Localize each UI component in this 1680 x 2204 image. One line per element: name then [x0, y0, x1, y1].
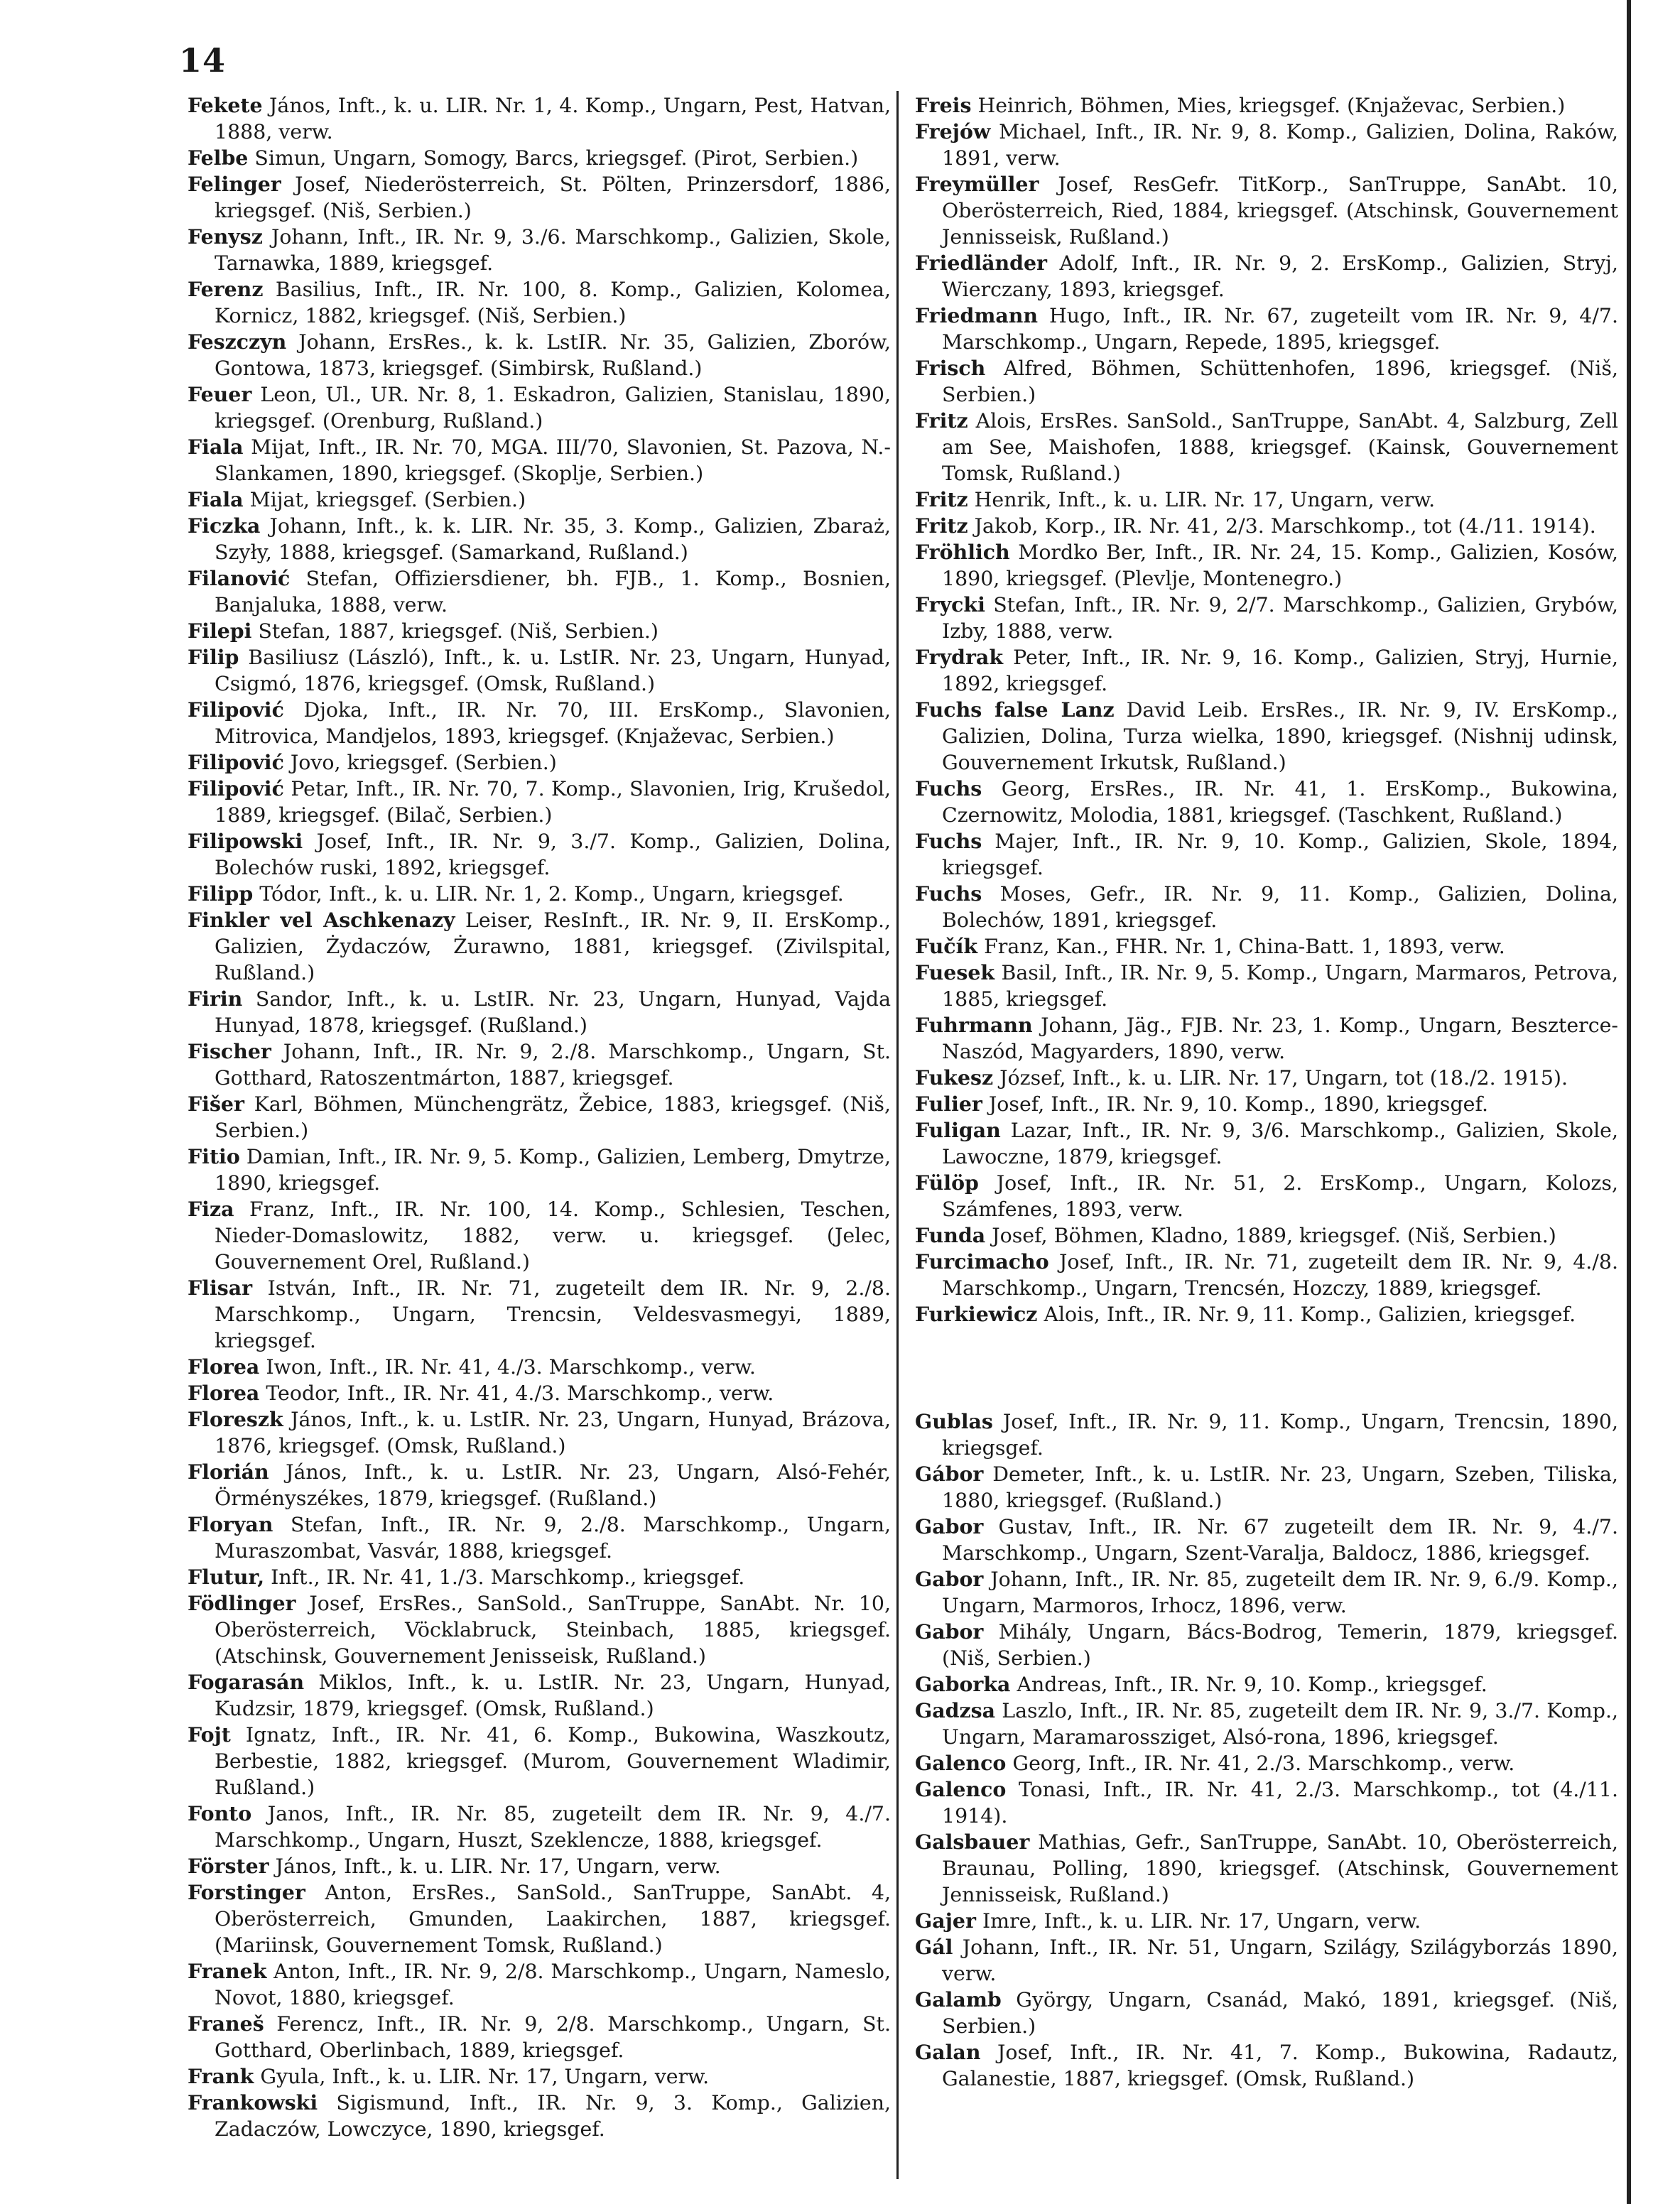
entry-details: Imre, Inft., k. u. LIR. Nr. 17, Ungarn, verw. — [982, 1909, 1421, 1933]
entry-surname: Filanović — [188, 566, 291, 590]
entry-details: Georg, ErsRes., IR. Nr. 41, 1. ErsKomp., Bukowina, Czernowitz, Molodia, 1881, kriegsgef. (Taschkent, Rußland.) — [942, 777, 1618, 827]
entry-details: Johann, Inft., IR. Nr. 85, zugeteilt dem IR. Nr. 9, 6./9. Komp., Ungarn, Marmoros, Irhocz, 1896, verw. — [942, 1568, 1618, 1617]
entry-details: Johann, Inft., k. k. LIR. Nr. 35, 3. Komp., Galizien, Zbaraż, Szyły, 1888, kriegsgef. (Samarkand, Rußland.) — [215, 514, 891, 564]
entry-details: Josef, Böhmen, Kladno, 1889, kriegsgef. (Niš, Serbien.) — [992, 1224, 1556, 1247]
entry-details: Anton, ErsRes., SanSold., SanTruppe, SanAbt. 4, Oberösterreich, Gmunden, Laakirchen, 1887, kriegsgef. (Mariinsk, Gouvernement Tomsk, Rußland.) — [215, 1881, 892, 1957]
register-entry — [915, 2039, 1618, 2092]
entry-surname: Fülöp — [915, 1171, 979, 1195]
register-entry — [188, 1091, 891, 1144]
entry-surname: Galsbauer — [915, 1830, 1030, 1854]
entry-surname: Fritz — [915, 487, 968, 511]
entry-surname: Fučík — [915, 934, 978, 958]
register-entry — [915, 1065, 1618, 1091]
register-entry — [915, 487, 1618, 513]
register-entry — [188, 1511, 891, 1564]
register-entry — [188, 907, 891, 986]
entry-surname: Frankowski — [188, 2090, 318, 2115]
entry-surname: Frejów — [915, 119, 991, 143]
register-entry — [915, 1671, 1618, 1698]
entry-surname: Feszczyn — [188, 330, 287, 354]
entry-surname: Felbe — [188, 146, 249, 170]
entry-surname: Gabor — [915, 1619, 984, 1644]
register-entry — [915, 1012, 1618, 1065]
register-entry — [915, 1301, 1618, 1328]
entry-details: Mordko Ber, Inft., IR. Nr. 24, 15. Komp., Galizien, Kosów, 1890, kriegsgef. (Plevlje, Montenegro.) — [942, 541, 1618, 590]
register-entry — [915, 303, 1618, 355]
entry-details: Mihály, Ungarn, Bács-Bodrog, Temerin, 1879, kriegsgef. (Niš, Serbien.) — [942, 1620, 1618, 1670]
entry-details: Damian, Inft., IR. Nr. 9, 5. Komp., Galizien, Lemberg, Dmytrze, 1890, kriegsgef. — [215, 1145, 891, 1195]
entry-details: Leon, Ul., UR. Nr. 8, 1. Eskadron, Galizien, Stanislau, 1890, kriegsgef. (Orenburg, Rußland.) — [215, 383, 891, 433]
register-entry — [188, 1722, 891, 1801]
entry-surname: Frycki — [915, 592, 985, 617]
entry-details: Johann, Inft., IR. Nr. 51, Ungarn, Szilágy, Szilágyborzás 1890, verw. — [942, 1936, 1619, 1985]
entry-surname: Fuchs — [915, 776, 982, 800]
entry-details: Anton, Inft., IR. Nr. 9, 2/8. Marschkomp., Ungarn, Nameslo, Novot, 1880, kriegsgef. — [215, 1960, 891, 2009]
entry-details: Laszlo, Inft., IR. Nr. 85, zugeteilt dem IR. Nr. 9, 3./7. Komp., Ungarn, Maramarossziget, Alsó-rona, 1896, kriegsgef. — [942, 1699, 1618, 1749]
right-column — [915, 92, 1618, 2092]
entry-surname: Franek — [188, 1959, 267, 1983]
entry-details: Gustav, Inft., IR. Nr. 67 zugeteilt dem IR. Nr. 9, 4./7. Marschkomp., Ungarn, Szent-Varalja, Baldocz, 1886, kriegsgef. — [942, 1515, 1618, 1565]
left-column — [188, 92, 891, 2142]
entry-surname: Freymüller — [915, 172, 1039, 196]
register-entry — [915, 1566, 1618, 1619]
entry-details: Josef, Inft., IR. Nr. 9, 3./7. Komp., Galizien, Dolina, Bolechów ruski, 1892, kriegsgef. — [215, 830, 891, 879]
entry-surname: Fulier — [915, 1092, 982, 1116]
entry-surname: Fiala — [188, 435, 244, 459]
entry-surname: Friedmann — [915, 303, 1039, 327]
entry-surname: Filipović — [188, 750, 284, 774]
entry-details: Hugo, Inft., IR. Nr. 67, zugeteilt vom IR. Nr. 9, 4/7. Marschkomp., Ungarn, Repede, 1895, kriegsgef. — [942, 304, 1618, 354]
entry-details: Demeter, Inft., k. u. LstIR. Nr. 23, Ungarn, Szeben, Tiliska, 1880, kriegsgef. (Rußland.) — [942, 1462, 1618, 1512]
register-entry — [915, 1461, 1618, 1514]
register-entry — [188, 92, 891, 145]
register-entry — [915, 1776, 1618, 1829]
register-entry — [915, 644, 1618, 697]
entry-surname: Finkler vel Aschkenazy — [188, 908, 455, 932]
entry-details: Stefan, Inft., IR. Nr. 9, 2./8. Marschkomp., Ungarn, Muraszombat, Vasvár, 1888, kriegsgef. — [215, 1513, 891, 1563]
entry-details: Sigismund, Inft., IR. Nr. 9, 3. Komp., Galizien, Zadaczów, Lowczyce, 1890, kriegsgef. — [215, 2091, 892, 2141]
entry-surname: Gál — [915, 1935, 953, 1959]
entry-surname: Florián — [188, 1460, 269, 1484]
register-entry — [188, 1459, 891, 1511]
entry-details: Mathias, Gefr., SanTruppe, SanAbt. 10, Oberösterreich, Braunau, Polling, 1890, kriegsgef. (Atschinsk, Gouvernement Jennisseisk, Rußland.) — [942, 1830, 1618, 1906]
entry-surname: Filipowski — [188, 829, 303, 853]
register-entry — [188, 644, 891, 697]
entry-surname: Filipp — [188, 881, 254, 906]
register-entry — [188, 1958, 891, 2011]
entry-details: Alfred, Böhmen, Schüttenhofen, 1896, kriegsgef. (Niš, Serbien.) — [942, 357, 1618, 406]
entry-details: Josef, ErsRes., SanSold., SanTruppe, SanAbt. Nr. 10, Oberösterreich, Vöcklabruck, Steinbach, 1885, kriegsgef. (Atschinsk, Gouvernement Jenisseisk, Rußland.) — [215, 1592, 891, 1668]
entry-surname: Fenysz — [188, 224, 263, 249]
register-entry — [188, 1354, 891, 1380]
entry-surname: Fiala — [188, 487, 244, 511]
entry-details: Basilius, Inft., IR. Nr. 100, 8. Komp., Galizien, Kolomea, Kornicz, 1882, kriegsgef. (Niš, Serbien.) — [215, 278, 892, 327]
entry-details: Georg, Inft., IR. Nr. 41, 2./3. Marschkomp., verw. — [1012, 1752, 1515, 1775]
entry-details: Michael, Inft., IR. Nr. 9, 8. Komp., Galizien, Dolina, Raków, 1891, verw. — [942, 120, 1618, 170]
register-entry — [188, 749, 891, 776]
entry-surname: Floreszk — [188, 1407, 283, 1431]
register-entry — [188, 1380, 891, 1406]
entry-surname: Feuer — [188, 382, 252, 406]
entry-details: Djoka, Inft., IR. Nr. 70, III. ErsKomp., Slavonien, Mitrovica, Mandjelos, 1893, kriegsgef. (Knjaževac, Serbien.) — [215, 698, 891, 748]
entry-details: Josef, Inft., IR. Nr. 41, 7. Komp., Bukowina, Radautz, Galanestie, 1887, kriegsgef. (Omsk, Rußland.) — [942, 2041, 1618, 2090]
entry-details: Josef, Niederösterreich, St. Pölten, Prinzersdorf, 1886, kriegsgef. (Niš, Serbien.) — [215, 173, 891, 222]
page-edge-rule — [1627, 0, 1659, 2204]
entry-details: Moses, Gefr., IR. Nr. 9, 11. Komp., Galizien, Dolina, Bolechów, 1891, kriegsgef. — [942, 882, 1618, 932]
register-entry — [188, 1801, 891, 1853]
entry-details: Johann, Inft., IR. Nr. 9, 3./6. Marschkomp., Galizien, Skole, Tarnawka, 1889, kriegsgef. — [215, 225, 891, 275]
entry-surname: Fuchs — [915, 829, 982, 853]
entry-details: Josef, Inft., IR. Nr. 9, 10. Komp., 1890, kriegsgef. — [988, 1092, 1488, 1116]
entry-details: Iwon, Inft., IR. Nr. 41, 4./3. Marschkomp., verw. — [266, 1355, 756, 1379]
entry-details: Adolf, Inft., IR. Nr. 9, 2. ErsKomp., Galizien, Stryj, Wierczany, 1893, kriegsgef. — [942, 251, 1618, 301]
entry-details: János, Inft., k. u. LstIR. Nr. 23, Ungarn, Hunyad, Brázova, 1876, kriegsgef. (Omsk, Rußland.) — [215, 1408, 891, 1457]
entry-surname: Fekete — [188, 93, 263, 117]
entry-details: Franz, Kan., FHR. Nr. 1, China-Batt. 1, 1893, verw. — [984, 935, 1505, 958]
register-entry — [188, 145, 891, 171]
entry-surname: Flisar — [188, 1276, 253, 1300]
register-entry — [915, 1619, 1618, 1671]
entry-surname: Galenco — [915, 1751, 1007, 1775]
entry-details: Petar, Inft., IR. Nr. 70, 7. Komp., Slavonien, Irig, Krušedol, 1889, kriegsgef. (Bilač, Serbien.) — [215, 777, 892, 827]
register-entry — [915, 119, 1618, 171]
entry-details: György, Ungarn, Csanád, Makó, 1891, kriegsgef. (Niš, Serbien.) — [942, 1988, 1618, 2038]
entry-details: Tonasi, Inft., IR. Nr. 41, 2./3. Marschkomp., tot (4./11. 1914). — [942, 1778, 1619, 1828]
register-entry — [915, 171, 1618, 250]
register-entry — [915, 250, 1618, 303]
register-entry — [188, 565, 891, 618]
entry-details: Stefan, 1887, kriegsgef. (Niš, Serbien.) — [258, 619, 659, 643]
entry-details: Peter, Inft., IR. Nr. 9, 16. Komp., Galizien, Stryj, Hurnie, 1892, kriegsgef. — [942, 646, 1618, 695]
register-entry — [188, 513, 891, 565]
register-entry — [915, 1908, 1618, 1934]
entry-surname: Funda — [915, 1223, 986, 1247]
entry-surname: Floryan — [188, 1512, 273, 1536]
register-entry — [915, 513, 1618, 539]
register-entry — [188, 881, 891, 907]
entry-details: Johann, ErsRes., k. k. LstIR. Nr. 35, Galizien, Zborów, Gontowa, 1873, kriegsgef. (Simbirsk, Rußland.) — [215, 330, 891, 380]
entry-details: Majer, Inft., IR. Nr. 9, 10. Komp., Galizien, Skole, 1894, kriegsgef. — [942, 830, 1618, 879]
register-entry — [188, 1879, 891, 1958]
entry-details: János, Inft., k. u. LIR. Nr. 1, 4. Komp., Ungarn, Pest, Hatvan, 1888, verw. — [215, 94, 892, 143]
register-entry — [915, 697, 1618, 776]
entry-surname: Gabor — [915, 1514, 984, 1538]
register-entry — [188, 1564, 891, 1590]
register-entry — [915, 539, 1618, 592]
register-entry — [188, 1038, 891, 1091]
entry-surname: Gábor — [915, 1462, 984, 1486]
entry-surname: Gabor — [915, 1567, 984, 1591]
entry-details: Basiliusz (László), Inft., k. u. LstIR. Nr. 23, Ungarn, Hunyad, Csigmó, 1876, kriegsgef. (Omsk, Rußland.) — [215, 646, 891, 695]
entry-surname: Frisch — [915, 356, 986, 380]
entry-surname: Florea — [188, 1381, 260, 1405]
entry-surname: Filipović — [188, 776, 284, 800]
entry-details: Henrik, Inft., k. u. LIR. Nr. 17, Ungarn, verw. — [974, 488, 1436, 511]
entry-surname: Galan — [915, 2040, 981, 2064]
entry-details: János, Inft., k. u. LstIR. Nr. 23, Ungarn, Alsó-Fehér, Örményszékes, 1879, kriegsgef. (Rußland.) — [215, 1460, 891, 1510]
register-entry — [915, 1117, 1618, 1170]
register-entry — [915, 1829, 1618, 1908]
entry-details: Josef, Inft., IR. Nr. 9, 11. Komp., Ungarn, Trencsin, 1890, kriegsgef. — [942, 1410, 1618, 1460]
entry-surname: Fojt — [188, 1722, 231, 1747]
entry-surname: Fiza — [188, 1197, 234, 1221]
register-entry — [915, 828, 1618, 881]
entry-details: Franz, Inft., IR. Nr. 100, 14. Komp., Schlesien, Teschen, Nieder-Domaslowitz, 1882, verw. u. kriegsgef. (Jelec, Gouvernement Orel, Rußland.) — [215, 1198, 891, 1274]
register-entry — [915, 933, 1618, 960]
entry-surname: Ferenz — [188, 277, 264, 301]
page-number: 14 — [179, 41, 227, 80]
entry-surname: Firin — [188, 987, 243, 1011]
entry-surname: Fogarasán — [188, 1670, 305, 1694]
entry-surname: Freis — [915, 93, 972, 117]
entry-surname: Fuligan — [915, 1118, 1001, 1142]
entry-surname: Fuchs — [915, 881, 982, 906]
entry-surname: Fuhrmann — [915, 1013, 1033, 1037]
entry-surname: Fuesek — [915, 960, 995, 984]
entry-details: Inft., IR. Nr. 41, 1./3. Marschkomp., kriegsgef. — [271, 1565, 745, 1589]
entry-surname: Galenco — [915, 1777, 1007, 1801]
register-entry — [915, 960, 1618, 1012]
entry-details: Sandor, Inft., k. u. LstIR. Nr. 23, Ungarn, Hunyad, Vajda Hunyad, 1878, kriegsgef. (Rußland.) — [215, 987, 891, 1037]
register-entry — [188, 1144, 891, 1196]
register-entry — [915, 1934, 1618, 1987]
entry-surname: Fukesz — [915, 1065, 994, 1090]
register-entry — [915, 92, 1618, 119]
entry-surname: Forstinger — [188, 1880, 305, 1904]
entry-surname: Franeš — [188, 2012, 264, 2036]
entry-details: Johann, Jäg., FJB. Nr. 23, 1. Komp., Ungarn, Beszterce-Naszód, Magyarders, 1890, verw. — [942, 1014, 1618, 1063]
register-entry — [188, 1406, 891, 1459]
entry-surname: Frank — [188, 2064, 254, 2088]
entry-surname: Fritz — [915, 408, 968, 433]
entry-details: Lazar, Inft., IR. Nr. 9, 3/6. Marschkomp., Galizien, Skole, Lawoczne, 1879, kriegsgef. — [942, 1119, 1618, 1168]
entry-details: János, Inft., k. u. LIR. Nr. 17, Ungarn, verw. — [275, 1855, 721, 1878]
entry-surname: Ficzka — [188, 514, 261, 538]
entry-details: Miklos, Inft., k. u. LstIR. Nr. 23, Ungarn, Hunyad, Kudzsir, 1879, kriegsgef. (Omsk, Rußland.) — [215, 1671, 891, 1720]
register-entry — [188, 697, 891, 749]
entry-surname: Felinger — [188, 172, 281, 196]
entry-surname: Fuchs false Lanz — [915, 697, 1115, 722]
register-entry — [915, 1408, 1618, 1461]
register-entry — [915, 1698, 1618, 1750]
register-entry — [188, 618, 891, 644]
register-entry — [915, 776, 1618, 828]
entry-surname: Gadzsa — [915, 1698, 995, 1722]
entry-surname: Födlinger — [188, 1591, 296, 1615]
entry-details: Johann, Inft., IR. Nr. 9, 2./8. Marschkomp., Ungarn, St. Gotthard, Ratoszentmárton, 1887, kriegsgef. — [215, 1040, 891, 1090]
entry-details: Josef, Inft., IR. Nr. 51, 2. ErsKomp., Ungarn, Kolozs, Számfenes, 1893, verw. — [942, 1171, 1618, 1221]
entry-details: Andreas, Inft., IR. Nr. 9, 10. Komp., kriegsgef. — [1017, 1673, 1487, 1696]
register-entry — [188, 776, 891, 828]
register-entry — [915, 1222, 1618, 1249]
entry-surname: Fröhlich — [915, 540, 1010, 564]
register-entry — [188, 1196, 891, 1275]
entry-details: Janos, Inft., IR. Nr. 85, zugeteilt dem IR. Nr. 9, 4./7. Marschkomp., Ungarn, Huszt, Szeklencze, 1888, kriegsgef. — [215, 1802, 891, 1852]
register-entry — [188, 828, 891, 881]
register-entry — [188, 2090, 891, 2142]
entry-details: Stefan, Offiziersdiener, bh. FJB., 1. Komp., Bosnien, Banjaluka, 1888, verw. — [215, 567, 891, 617]
entry-surname: Frydrak — [915, 645, 1003, 669]
entry-details: Jakob, Korp., IR. Nr. 41, 2/3. Marschkomp., tot (4./11. 1914). — [974, 514, 1596, 538]
entry-details: Mijat, kriegsgef. (Serbien.) — [249, 488, 526, 511]
register-entry — [188, 329, 891, 381]
register-entry — [188, 2063, 891, 2090]
entry-surname: Galamb — [915, 1987, 1002, 2012]
register-entry — [188, 487, 891, 513]
register-entry — [188, 986, 891, 1038]
register-entry — [188, 1853, 891, 1879]
entry-details: Josef, Inft., IR. Nr. 71, zugeteilt dem IR. Nr. 9, 4./8. Marschkomp., Ungarn, Trencsén, Hozczy, 1889, kriegsgef. — [942, 1250, 1618, 1300]
register-entry — [915, 1514, 1618, 1566]
entry-surname: Furcimacho — [915, 1249, 1049, 1274]
register-entry — [188, 1275, 891, 1354]
entry-surname: Flutur, — [188, 1565, 265, 1589]
register-entry — [188, 224, 891, 276]
register-entry — [188, 1669, 891, 1722]
entry-surname: Fitio — [188, 1144, 240, 1168]
register-entry — [915, 1249, 1618, 1301]
entry-details: Ferencz, Inft., IR. Nr. 9, 2/8. Marschkomp., Ungarn, St. Gotthard, Oberlinbach, 1889, kriegsgef. — [215, 2012, 891, 2062]
entry-details: Mijat, Inft., IR. Nr. 70, MGA. III/70, Slavonien, St. Pazova, N.-Slankamen, 1890, kriegsgef. (Skoplje, Serbien.) — [215, 435, 891, 485]
register-entry — [188, 381, 891, 434]
entry-details: Gyula, Inft., k. u. LIR. Nr. 17, Ungarn, verw. — [260, 2065, 710, 2088]
entry-surname: Florea — [188, 1355, 260, 1379]
register-entry — [915, 1170, 1618, 1222]
entry-surname: Filepi — [188, 619, 252, 643]
entry-surname: Fischer — [188, 1039, 271, 1063]
entry-surname: Friedländer — [915, 251, 1048, 275]
entry-details: Simun, Ungarn, Somogy, Barcs, kriegsgef. (Pirot, Serbien.) — [254, 146, 859, 170]
register-entry — [915, 881, 1618, 933]
entry-details: József, Inft., k. u. LIR. Nr. 17, Ungarn, tot (18./2. 1915). — [999, 1066, 1568, 1090]
entry-details: Josef, ResGefr. TitKorp., SanTruppe, SanAbt. 10, Oberösterreich, Ried, 1884, kriegsgef. (Atschinsk, Gouvernement Jennisseisk, Rußland.) — [942, 173, 1618, 249]
entry-details: Tódor, Inft., k. u. LIR. Nr. 1, 2. Komp., Ungarn, kriegsgef. — [259, 882, 844, 906]
entry-details: Leiser, ResInft., IR. Nr. 9, II. ErsKomp., Galizien, Żydaczów, Żurawno, 1881, kriegsgef. (Zivilspital, Rußland.) — [215, 908, 891, 984]
register-entry — [188, 1590, 891, 1669]
entry-details: Karl, Böhmen, Münchengrätz, Žebice, 1883, kriegsgef. (Niš, Serbien.) — [215, 1092, 891, 1142]
entry-surname: Fišer — [188, 1092, 244, 1116]
entry-details: Ignatz, Inft., IR. Nr. 41, 6. Komp., Bukowina, Waszkoutz, Berbestie, 1882, kriegsgef. (Murom, Gouvernement Wladimir, Rußland.) — [215, 1723, 891, 1799]
entry-details: Alois, ErsRes. SanSold., SanTruppe, SanAbt. 4, Salzburg, Zell am See, Maishofen, 1888, kriegsgef. (Kainsk, Gouvernement Tomsk, Rußland.) — [942, 409, 1618, 485]
entry-surname: Gaborka — [915, 1672, 1011, 1696]
entry-details: Stefan, Inft., IR. Nr. 9, 2/7. Marschkomp., Galizien, Grybów, Izby, 1888, verw. — [942, 593, 1618, 643]
register-entry — [915, 1091, 1618, 1117]
register-entry — [915, 355, 1618, 408]
register-entry — [188, 276, 891, 329]
entry-details: Teodor, Inft., IR. Nr. 41, 4./3. Marschkomp., verw. — [266, 1381, 774, 1405]
entry-details: István, Inft., IR. Nr. 71, zugeteilt dem IR. Nr. 9, 2./8. Marschkomp., Ungarn, Trencsin, Veldesvasmegyi, 1889, kriegsgef. — [215, 1276, 891, 1352]
register-entry — [915, 592, 1618, 644]
entry-surname: Filip — [188, 645, 239, 669]
entry-surname: Fritz — [915, 514, 968, 538]
entry-surname: Filipović — [188, 697, 284, 722]
entry-details: David Leib. ErsRes., IR. Nr. 9, IV. ErsKomp., Galizien, Dolina, Turza wielka, 1890, kriegsgef. (Nishnij udinsk, Gouvernement Irkutsk, Rußland.) — [942, 698, 1618, 774]
register-entry — [188, 434, 891, 487]
entry-details: Alois, Inft., IR. Nr. 9, 11. Komp., Galizien, kriegsgef. — [1044, 1303, 1576, 1326]
register-entry — [915, 1750, 1618, 1776]
entry-surname: Gajer — [915, 1909, 976, 1933]
entry-details: Basil, Inft., IR. Nr. 9, 5. Komp., Ungarn, Marmaros, Petrova, 1885, kriegsgef. — [942, 961, 1618, 1011]
register-entry — [188, 2011, 891, 2063]
entry-surname: Förster — [188, 1854, 269, 1878]
entry-surname: Gublas — [915, 1409, 993, 1433]
register-entry — [188, 171, 891, 224]
entry-details: Heinrich, Böhmen, Mies, kriegsgef. (Knjaževac, Serbien.) — [977, 94, 1566, 117]
column-divider — [896, 91, 899, 2179]
entry-details: Jovo, kriegsgef. (Serbien.) — [290, 751, 557, 774]
register-entry — [915, 408, 1618, 487]
register-entry — [915, 1987, 1618, 2039]
entry-surname: Furkiewicz — [915, 1302, 1038, 1326]
entry-surname: Fonto — [188, 1801, 252, 1825]
